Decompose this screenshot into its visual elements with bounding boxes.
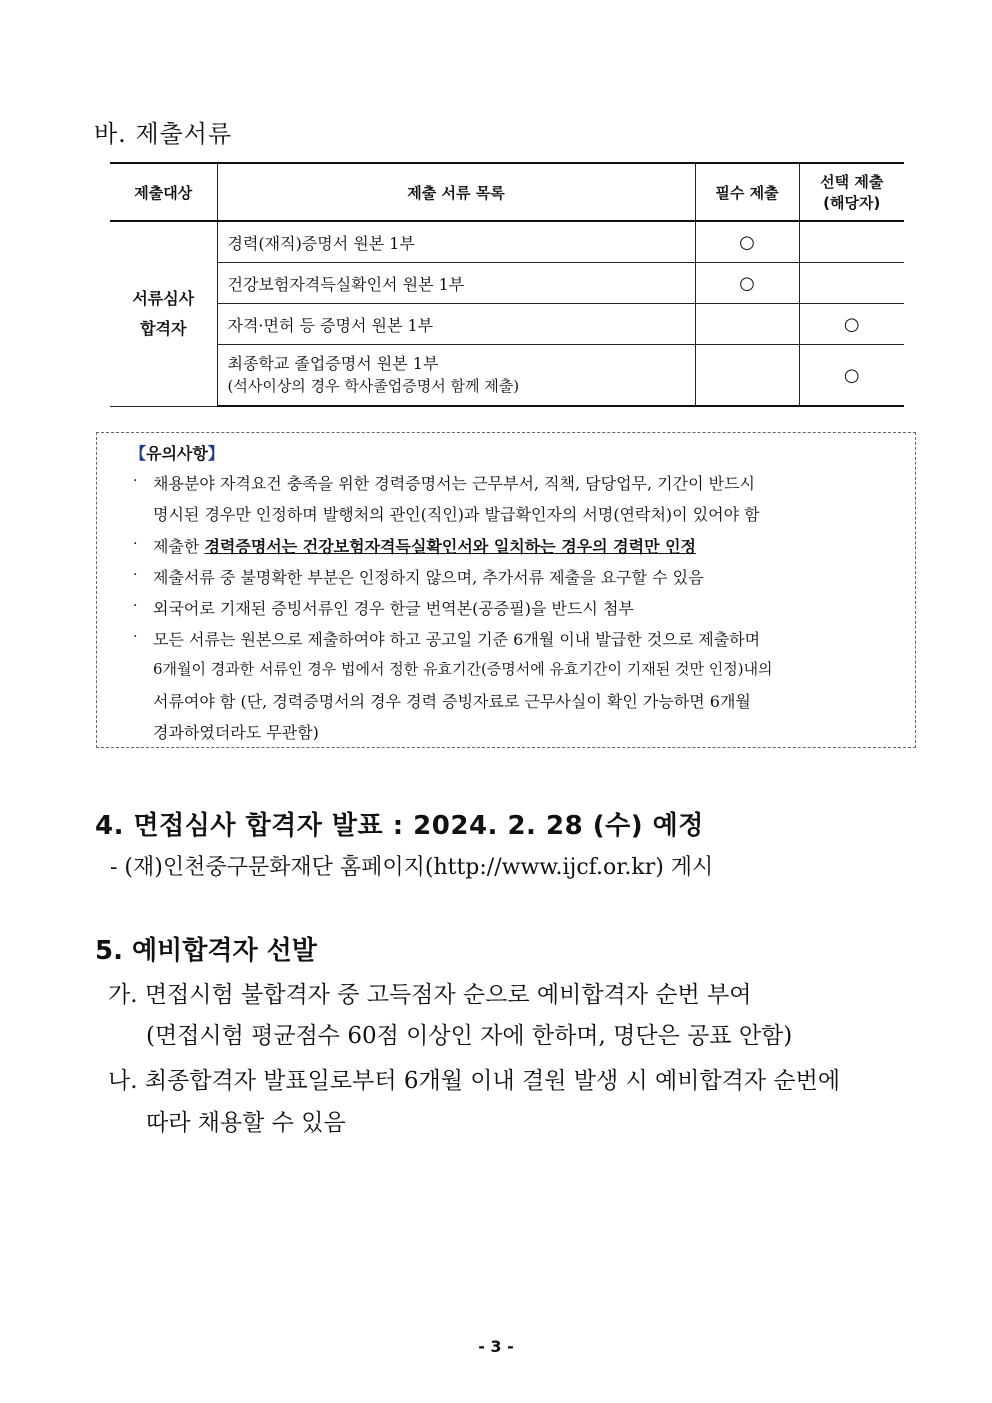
section-title: 바. 제출서류 — [94, 120, 233, 148]
note-prefix: 제출한 — [153, 537, 200, 556]
required-mark: ○ — [695, 263, 799, 304]
bullet-icon: · — [133, 567, 138, 583]
document-item: 경력(재직)증명서 원본 1부 — [217, 221, 695, 263]
section4-title: 4. 면접심사 합격자 발표 : 2024. 2. 28 (수) 예정 — [95, 811, 704, 841]
header-optional-line1: 선택 제출 — [820, 173, 884, 191]
table-row — [110, 345, 904, 407]
bullet-icon: · — [133, 598, 138, 614]
page-number: - 3 - — [478, 1337, 514, 1356]
notes-heading — [130, 441, 224, 464]
bracket-open: 【 — [130, 444, 147, 463]
table-row — [110, 263, 904, 304]
note-line: 채용분야 자격요건 충족을 위한 경력증명서는 근무부서, 직책, 담당업무, 기간이 반드시 — [153, 474, 755, 493]
note-line: 6개월이 경과한 서류인 경우 법에서 정한 유효기간(증명서에 유효기간이 기재된 것만 인정)내의 — [153, 660, 773, 678]
header-optional-line2: (해당자) — [823, 194, 881, 212]
required-mark: ○ — [695, 221, 799, 263]
section5-item-a: 가. 면접시험 불합격자 중 고득점자 순으로 예비합격자 순번 부여 — [108, 982, 752, 1008]
table-row — [110, 304, 904, 345]
required-mark — [695, 345, 799, 407]
note-line: 모든 서류는 원본으로 제출하여야 하고 공고일 기준 6개월 이내 발급한 것으로 제출하며 — [153, 630, 761, 649]
note-line: 외국어로 기재된 증빙서류인 경우 한글 번역본(공증필)을 반드시 첨부 — [153, 599, 634, 618]
table-header-row — [110, 163, 904, 221]
optional-mark — [799, 221, 904, 263]
target-line1: 서류심사 — [132, 288, 195, 308]
note-line: 명시된 경우만 인정하며 발행처의 관인(직인)과 발급확인자의 서명(연락처)이 있어야 함 — [153, 505, 760, 524]
target-line2: 합격자 — [140, 318, 187, 338]
notes-heading-text: 유의사항 — [146, 444, 208, 463]
note-line: 서류여야 함 (단, 경력증명서의 경우 경력 증빙자료로 근무사실이 확인 가능하면 6개월 — [153, 692, 751, 711]
document-item: 건강보험자격득실확인서 원본 1부 — [217, 263, 695, 304]
bullet-icon: · — [133, 629, 138, 645]
table-row — [110, 221, 904, 263]
optional-mark: ○ — [799, 304, 904, 345]
notes-box — [96, 432, 916, 748]
section4-line: - (재)인천중구문화재단 홈페이지(http://www.ijcf.or.kr) 게시 — [110, 855, 714, 880]
optional-mark — [799, 263, 904, 304]
note-line: 제출서류 중 불명확한 부분은 인정하지 않으며, 추가서류 제출을 요구할 수 있음 — [153, 568, 704, 587]
documents-table — [110, 162, 904, 407]
document-item-line2: (석사이상의 경우 학사졸업증명서 함께 제출) — [227, 377, 520, 395]
section5-item-b-detail: 따라 채용할 수 있음 — [146, 1110, 346, 1136]
bullet-icon: · — [133, 536, 138, 552]
target-cell — [110, 221, 217, 406]
header-optional — [799, 163, 904, 221]
header-required: 필수 제출 — [695, 163, 799, 221]
note-emphasis: 경력증명서는 건강보험자격득실확인서와 일치하는 경우의 경력만 인정 — [204, 537, 697, 556]
optional-mark: ○ — [799, 345, 904, 407]
note-line — [153, 534, 696, 557]
document-item-line1: 최종학교 졸업증명서 원본 1부 — [227, 354, 439, 373]
bracket-close: 】 — [207, 444, 224, 463]
section5-item-a-detail: (면접시험 평균점수 60점 이상인 자에 한하며, 명단은 공표 안함) — [146, 1023, 793, 1049]
document-item — [217, 345, 695, 407]
document-item: 자격·면허 등 증명서 원본 1부 — [217, 304, 695, 345]
header-list: 제출 서류 목록 — [217, 163, 695, 221]
section5-item-b: 나. 최종합격자 발표일로부터 6개월 이내 결원 발생 시 예비합격자 순번에 — [108, 1068, 841, 1094]
header-target: 제출대상 — [110, 163, 217, 221]
required-mark — [695, 304, 799, 345]
section5-title: 5. 예비합격자 선발 — [95, 936, 317, 966]
bullet-icon: · — [133, 473, 138, 489]
note-line: 경과하였더라도 무관함) — [153, 723, 319, 742]
